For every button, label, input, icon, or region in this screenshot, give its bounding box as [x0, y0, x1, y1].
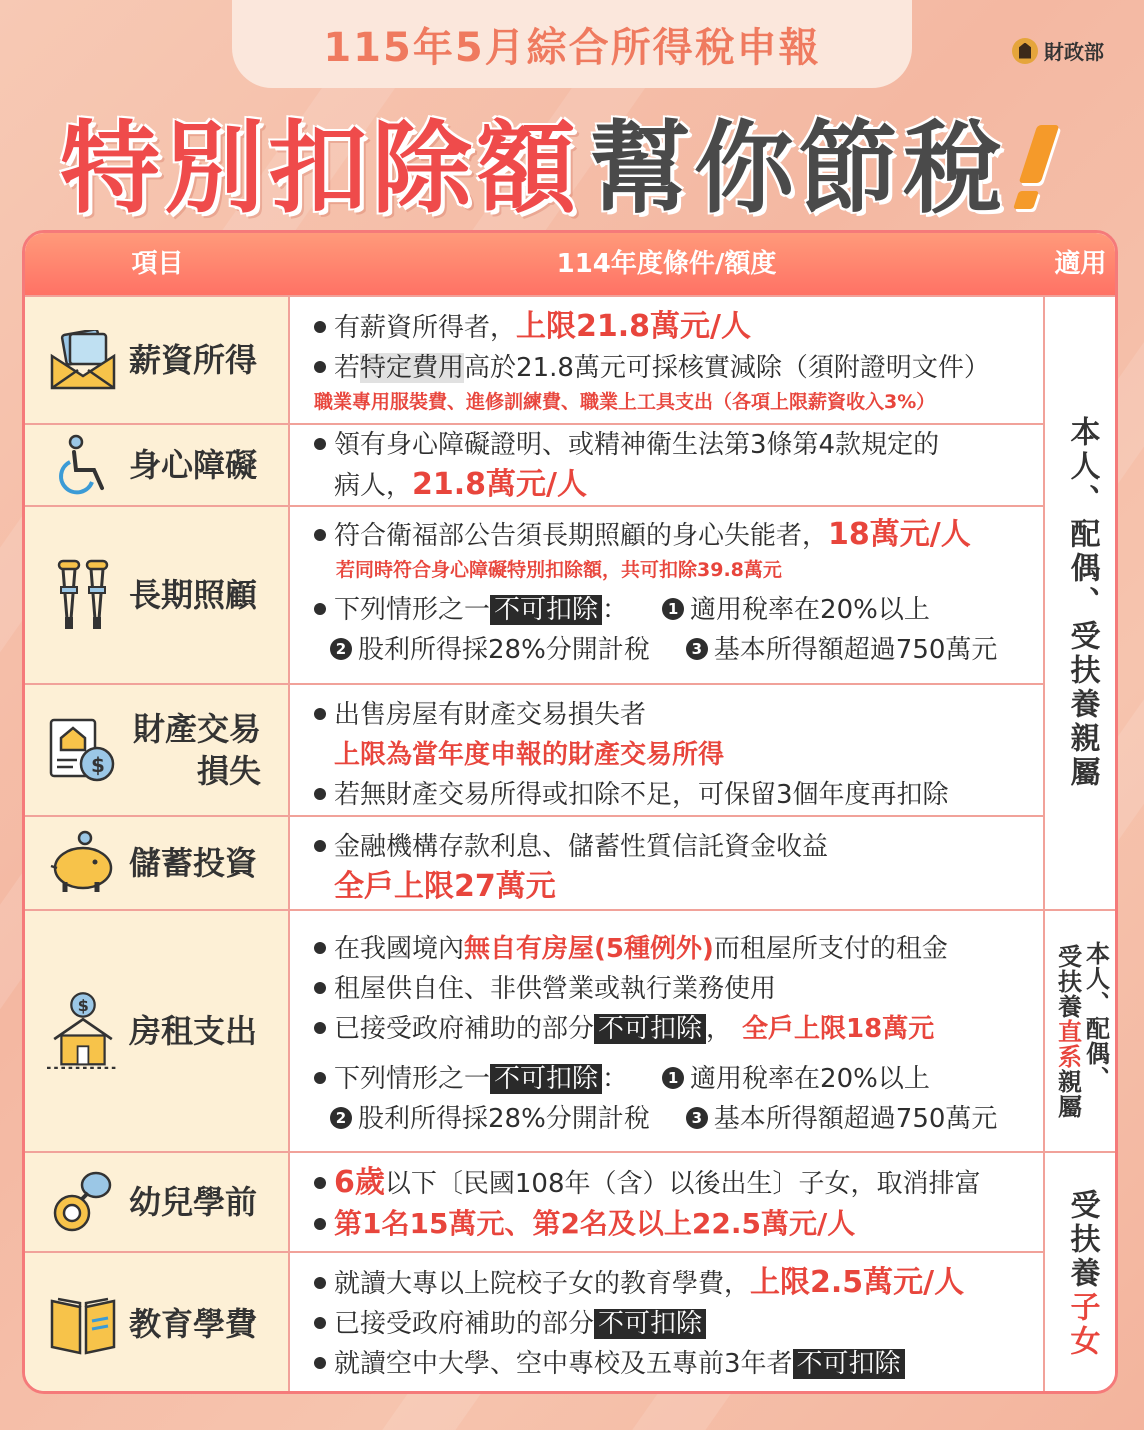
table-row: 儲蓄投資 金融機構存款利息、儲蓄性質信託資金收益 全戶上限27萬元 — [25, 815, 1043, 909]
bullet-icon — [314, 529, 326, 541]
headline-red: 特別扣除額 — [60, 110, 580, 227]
house-dollar-icon — [47, 986, 119, 1076]
book-icon — [47, 1288, 119, 1360]
table-row: 長期照顧 符合衛福部公告須長期照顧的身心失能者，18萬元/人 若同時符合身心障礙特別扣除額，共可扣除39.8萬元 下列情形之一 不可扣除 ： 1 適用稅率在20%以上 2 股利所得採28%分開計稅 3 基本所得額超過750萬元 — [25, 505, 1043, 683]
item-label: 長期照顧 — [129, 576, 258, 614]
salary-note: 職業專用服裝費、進修訓練費、職業上工具支出（各項上限薪資收入3%） — [314, 391, 936, 413]
apply-group-1: 本人、配偶、受扶養親屬 — [1043, 295, 1118, 909]
bullet-icon — [314, 788, 326, 800]
svg-text:$: $ — [77, 996, 89, 1016]
table-row: $ 財產交易 損失 出售房屋有財產交易損失者 上限為當年度申報的財產交易所得 若無財產交易所得或扣除不足，可保留3個年度再扣除 — [25, 683, 1043, 815]
house-money-icon — [47, 714, 119, 786]
svg-text:$: $ — [91, 753, 105, 777]
bullet-icon — [314, 1177, 326, 1189]
col-item: 項目 — [131, 249, 184, 279]
bullet-icon — [314, 982, 326, 994]
page-title — [60, 100, 1054, 227]
table-row: 教育學費 就讀大專以上院校子女的教育學費，上限2.5萬元/人 已接受政府補助的部分 不可扣除 就讀空中大學、空中專校及五專前3年者 不可扣除 — [25, 1251, 1043, 1394]
mof-logo-icon — [1012, 38, 1038, 64]
table-row: 薪資所得 有薪資所得者，上限21.8萬元/人 若特定費用高於21.8萬元可採核實減除（須附證明文件） 職業專用服裝費、進修訓練費、職業上工具支出（各項上限薪資收入3%） — [25, 295, 1043, 423]
headline-dark: 幫你節稅 — [590, 110, 1006, 227]
bullet-icon — [314, 321, 326, 333]
bullet-icon — [314, 840, 326, 852]
item-label: 身心障礙 — [129, 446, 258, 484]
item-label: 房租支出 — [129, 1012, 258, 1050]
table-row: 身心障礙 領有身心障礙證明、或精神衛生法第3條第4款規定的 病人，21.8萬元/人 — [25, 423, 1043, 505]
apply-group-2: 受扶養直系親屬 本人、配偶、 — [1043, 909, 1118, 1151]
bullet-icon — [314, 361, 326, 373]
subtitle: 115年5月綜合所得稅申報 — [323, 24, 821, 71]
bullet-icon — [314, 942, 326, 954]
number-icon: 1 — [662, 598, 684, 620]
number-icon: 1 — [662, 1067, 684, 1089]
org-logo — [1012, 36, 1104, 65]
piggy-bank-icon — [47, 827, 119, 899]
subtitle-banner — [232, 0, 912, 88]
number-icon: 3 — [686, 638, 708, 660]
exclamation-icon — [1014, 105, 1054, 215]
deduction-table — [22, 230, 1118, 1394]
bullet-icon — [314, 1277, 326, 1289]
bullet-icon — [314, 1218, 326, 1230]
bullet-icon — [314, 1072, 326, 1084]
item-label: 教育學費 — [129, 1304, 258, 1343]
number-icon: 2 — [330, 1107, 352, 1129]
table-row: $ 房租支出 在我國境內無自有房屋(5種例外)而租屋所支付的租金 租屋供自住、非供營業或執行業務使用 已接受政府補助的部分 不可扣除 ， 全戶上限18萬元 下列情形之一 不可扣除 ： 1 適用稅率在20%以上 2 股利所得採28%分開計稅 3 基本所得額超過750萬元 — [25, 909, 1043, 1151]
wheelchair-icon — [47, 429, 119, 501]
bullet-icon — [314, 708, 326, 720]
pacifier-icon — [47, 1166, 119, 1238]
item-label: 薪資所得 — [129, 341, 258, 379]
item-label: 財產交易 損失 — [132, 710, 261, 790]
apply-group-3: 受扶養子女 — [1043, 1151, 1118, 1394]
col-apply: 適用 — [1054, 249, 1107, 279]
table-header — [25, 233, 1115, 295]
crutches-icon — [47, 559, 119, 631]
bullet-icon — [314, 603, 326, 615]
item-label: 幼兒學前 — [129, 1183, 258, 1221]
bullet-icon — [314, 1317, 326, 1329]
item-label: 儲蓄投資 — [129, 844, 258, 882]
number-icon: 3 — [686, 1107, 708, 1129]
org-name: 財政部 — [1044, 40, 1104, 64]
col-condition: 114年度條件/額度 — [556, 249, 777, 279]
bullet-icon — [314, 1022, 326, 1034]
salary-envelope-icon — [47, 324, 119, 396]
bullet-icon — [314, 1357, 326, 1369]
number-icon: 2 — [330, 638, 352, 660]
bullet-icon — [314, 438, 326, 450]
table-row: 幼兒學前 6歲以下〔民國108年（含）以後出生〕子女，取消排富 第1名15萬元、第2名及以上22.5萬元/人 — [25, 1151, 1043, 1251]
